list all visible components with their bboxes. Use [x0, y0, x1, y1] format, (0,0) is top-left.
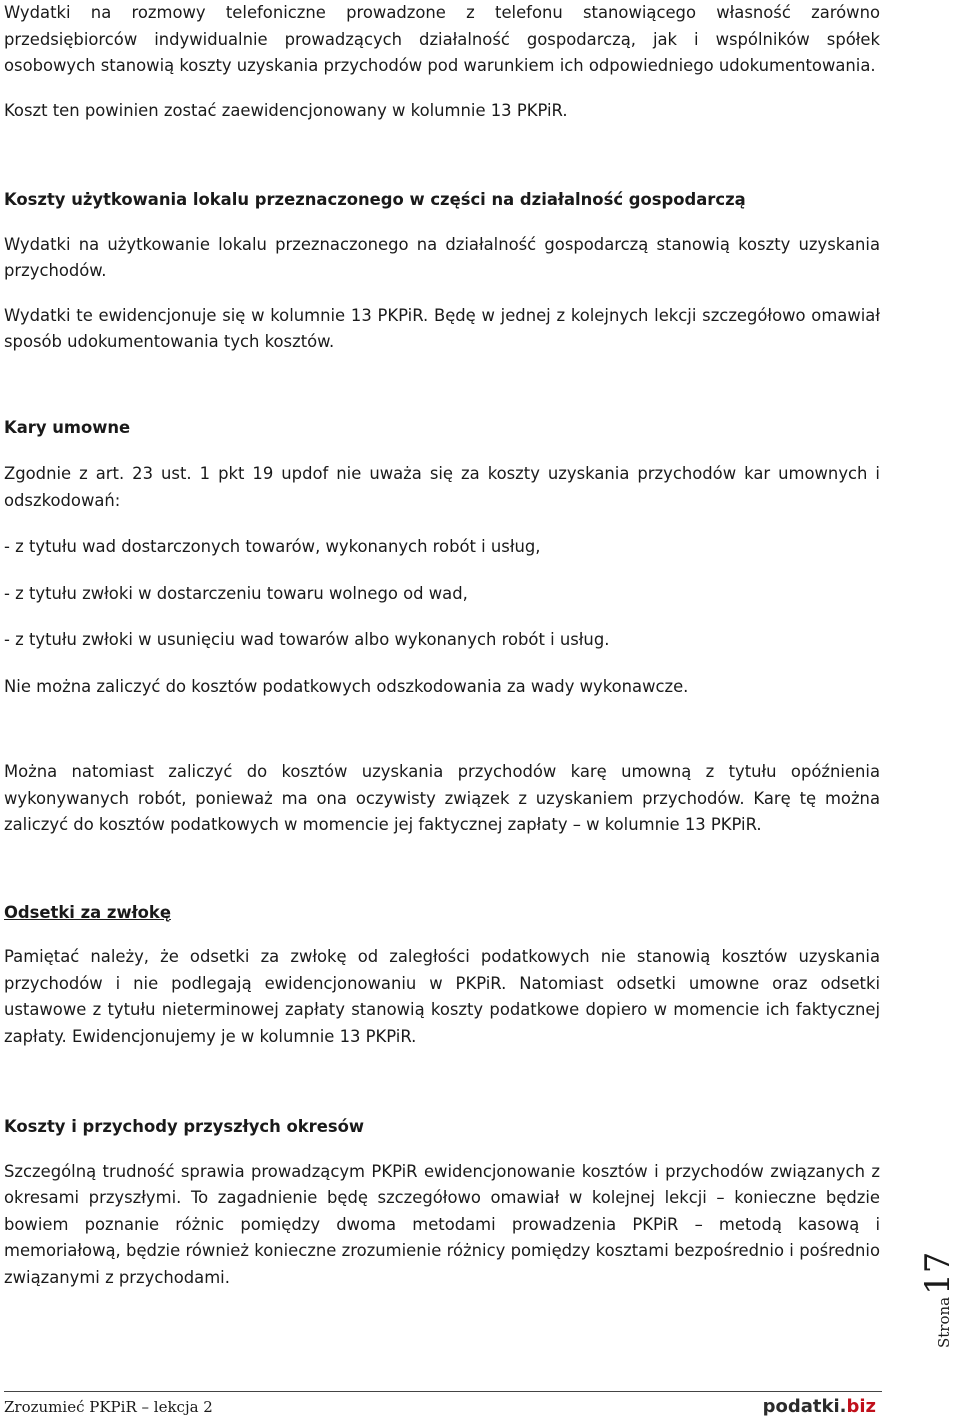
page-body — [4, 0, 880, 1291]
paragraph-penalty-allowed: Można natomiast zaliczyć do kosztów uzyskania przychodów karę umowną z tytułu opóźnienia wykonywanych robót, ponieważ ma ona oczywisty związek z uzyskaniem przychodów. Karę tę można zaliczyć do kosztów podatkowych w momencie jej faktycznej zapłaty – w kolumnie 13 PKPiR. — [4, 762, 880, 834]
page-number: 17 — [918, 1251, 958, 1295]
list-item-defects: - z tytułu wad dostarczonych towarów, wykonanych robót i usług, — [4, 537, 541, 556]
paragraph-compensation: Nie można zaliczyć do kosztów podatkowych odszkodowania za wady wykonawcze. — [4, 676, 689, 696]
paragraph-late-interest: Pamiętać należy, że odsetki za zwłokę od zaległości podatkowych nie stanowią kosztów uzyskania przychodów i nie podlegają ewidencjonowaniu w PKPiR. Natomiast odsetki umowne oraz odsetki ustawowe z tytułu nieterminowej zapłaty stanowią koszty podatkowe dopiero w momencie ich faktycznej zapłaty. Ewidencjonujemy je w kolumnie 13 PKPiR. — [4, 947, 880, 1046]
list-item-delay-removal: - z tytułu zwłoki w usunięciu wad towarów albo wykonanych robót i usług. — [4, 630, 610, 649]
page-label: Strona — [935, 1296, 953, 1348]
paragraph-column-13-note: Koszt ten powinien zostać zaewidencjonowany w kolumnie 13 PKPiR. — [4, 100, 568, 120]
paragraph-penalties-rule: Zgodnie z art. 23 ust. 1 pkt 19 updof nie uważa się za koszty uzyskania przychodów kar umownych i odszkodowań: — [4, 464, 880, 510]
heading-late-interest: Odsetki za zwłokę — [4, 902, 171, 922]
brand-logo — [763, 1396, 876, 1417]
page-number-marker — [918, 1238, 960, 1348]
heading-future-periods: Koszty i przychody przyszłych okresów — [4, 1117, 365, 1136]
paragraph-future-periods: Szczególną trudność sprawia prowadzącym PKPiR ewidencjonowanie kosztów i przychodów związanych z okresami przyszłymi. To zagadnienie będę szczegółowo omawiał w kolejnej lekcji – konieczne będzie bowiem poznanie różnic pomiędzy dwoma metodami prowadzenia PKPiR – metodą kasową i memoriałową, będzie również konieczne zrozumienie różnicy pomiędzy kosztami bezpośrednio i pośrednio związanymi z przychodami. — [4, 1161, 880, 1287]
brand-tld: biz — [846, 1396, 876, 1417]
paragraph-phone-costs: Wydatki na rozmowy telefoniczne prowadzone z telefonu stanowiącego własność zarówno przedsiębiorców indywidualnie prowadzących działalność gospodarczą, jak i wspólników spółek osobowych stanowią koszty uzyskania przychodów pod warunkiem ich odpowiedniego udokumentowania. — [4, 3, 880, 75]
footer-divider — [4, 1391, 882, 1392]
paragraph-premises-costs: Wydatki na użytkowanie lokalu przeznaczonego na działalność gospodarczą stanowią koszty uzyskania przychodów. — [4, 234, 880, 280]
heading-premises-costs: Koszty użytkowania lokalu przeznaczonego w części na działalność gospodarczą — [4, 190, 746, 209]
list-item-delay-delivery: - z tytułu zwłoki w dostarczeniu towaru wolnego od wad, — [4, 583, 468, 603]
brand-name: podatki. — [762, 1396, 847, 1417]
heading-contract-penalties: Kary umowne — [4, 417, 131, 437]
paragraph-premises-column: Wydatki te ewidencjonuje się w kolumnie 13 PKPiR. Będę w jednej z kolejnych lekcji szczegółowo omawiał sposób udokumentowania tych kosztów. — [4, 305, 880, 351]
footer-lesson-title: Zrozumieć PKPiR – lekcja 2 — [4, 1398, 213, 1416]
